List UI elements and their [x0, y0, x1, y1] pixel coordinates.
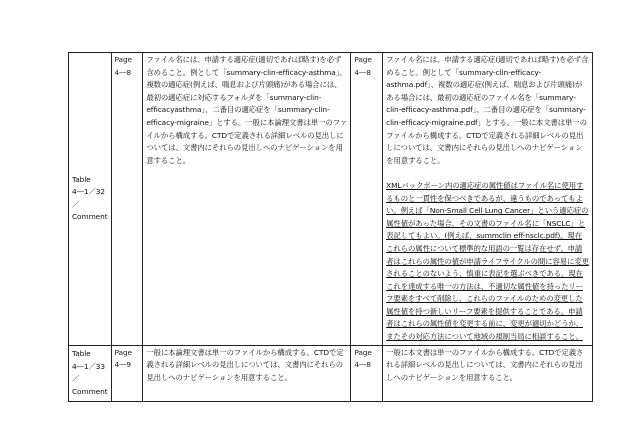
revised-text-cell: 一般に本文書は単一のファイルから構成する。CTDで定義される詳細レベルの見出しについては、文書内にそれらの見出しへのナビゲーションを用意すること。 — [383, 345, 593, 401]
reference-cell: Table 4―1／32／Comment — [69, 53, 112, 346]
revised-text-cell — [383, 53, 593, 346]
page-cell: Page 4―8 — [111, 53, 143, 346]
page-cell: Page 4―9 — [111, 345, 143, 401]
page-cell: Page 4―8 — [351, 345, 383, 401]
comparison-table — [68, 52, 593, 402]
original-text-cell: 一般に本論理文書は単一のファイルから構成する。CTDで定義される詳細レベルの見出しについては、文書内にそれらの見出しへのナビゲーションを用意すること。 — [143, 345, 351, 401]
original-text-cell: ファイル名には、申請する適応症(適切であれば略す)を必ず含めること。例として「summary-clin-efficacy-asthma」、複数の適応症(例えば、喘息および片頭痛)がある場合には、最初の適応症に対応するフォルダを「summary-clin-efficacyasthma」、二番目の適応症を「summary-clin-efficacy-migraine」とする。一般に本論理文書は単一のファイルから構成する。CTDで定義される詳細レベルの見出しについては、文書内にそれらの見出しへのナビゲーションを用意すること。 — [143, 53, 351, 346]
revised-added-paragraph: XMLバックボーン内の適応症の属性値はファイル名に使用するものと一貫性を保つべきであるが、違うものであってもよい。例えば「Non-Small Cell Lung Cancer」という適応症の属性値があった場合、その文書のファイル名に「NSCLC」と表記してもよい。(例えば、summclin eff-nsclc.pdf)。現在これらの属性について標準的な用語の一覧は存在せず、申請者はこれらの属性の値が申請ライフサイクルの間に容易に変更されることのないよう、慎重に表記を選ぶべきである。現在これを達成する唯一の方法は、不適切な属性値を持ったリーフ要素をすべて削除し、これらのファイルのための変更した属性値を持つ新しいリーフ要素を提供することである。申請者はこれらの属性値を変更する前に、変更が適切かどうか、またその対応方法について地域の規制当局に相談すること。 — [386, 180, 589, 342]
revised-paragraph: ファイル名には、申請する適応症(適切であれば略す)を必ず含めること。例として「summary-clin-efficacy-asthma.pdf」、複数の適応症(例えば、喘息および片頭痛)がある場合には、最初の適応症のファイル名を「summary-clin-efficacy-asthma.pdf」、二番目の適応症を「summary-clin-efficacy-migraine.pdf」とする。一般に本文書は単一のファイルから構成する。CTDで定義される詳細レベルの見出しについては、文書内にそれらの見出しへのナビゲーションを用意すること。 — [386, 55, 589, 165]
table-row — [69, 53, 593, 346]
table-row — [69, 345, 593, 401]
reference-cell: Table 4―1／33／Comment — [69, 345, 112, 401]
page-cell: Page 4―8 — [351, 53, 383, 346]
